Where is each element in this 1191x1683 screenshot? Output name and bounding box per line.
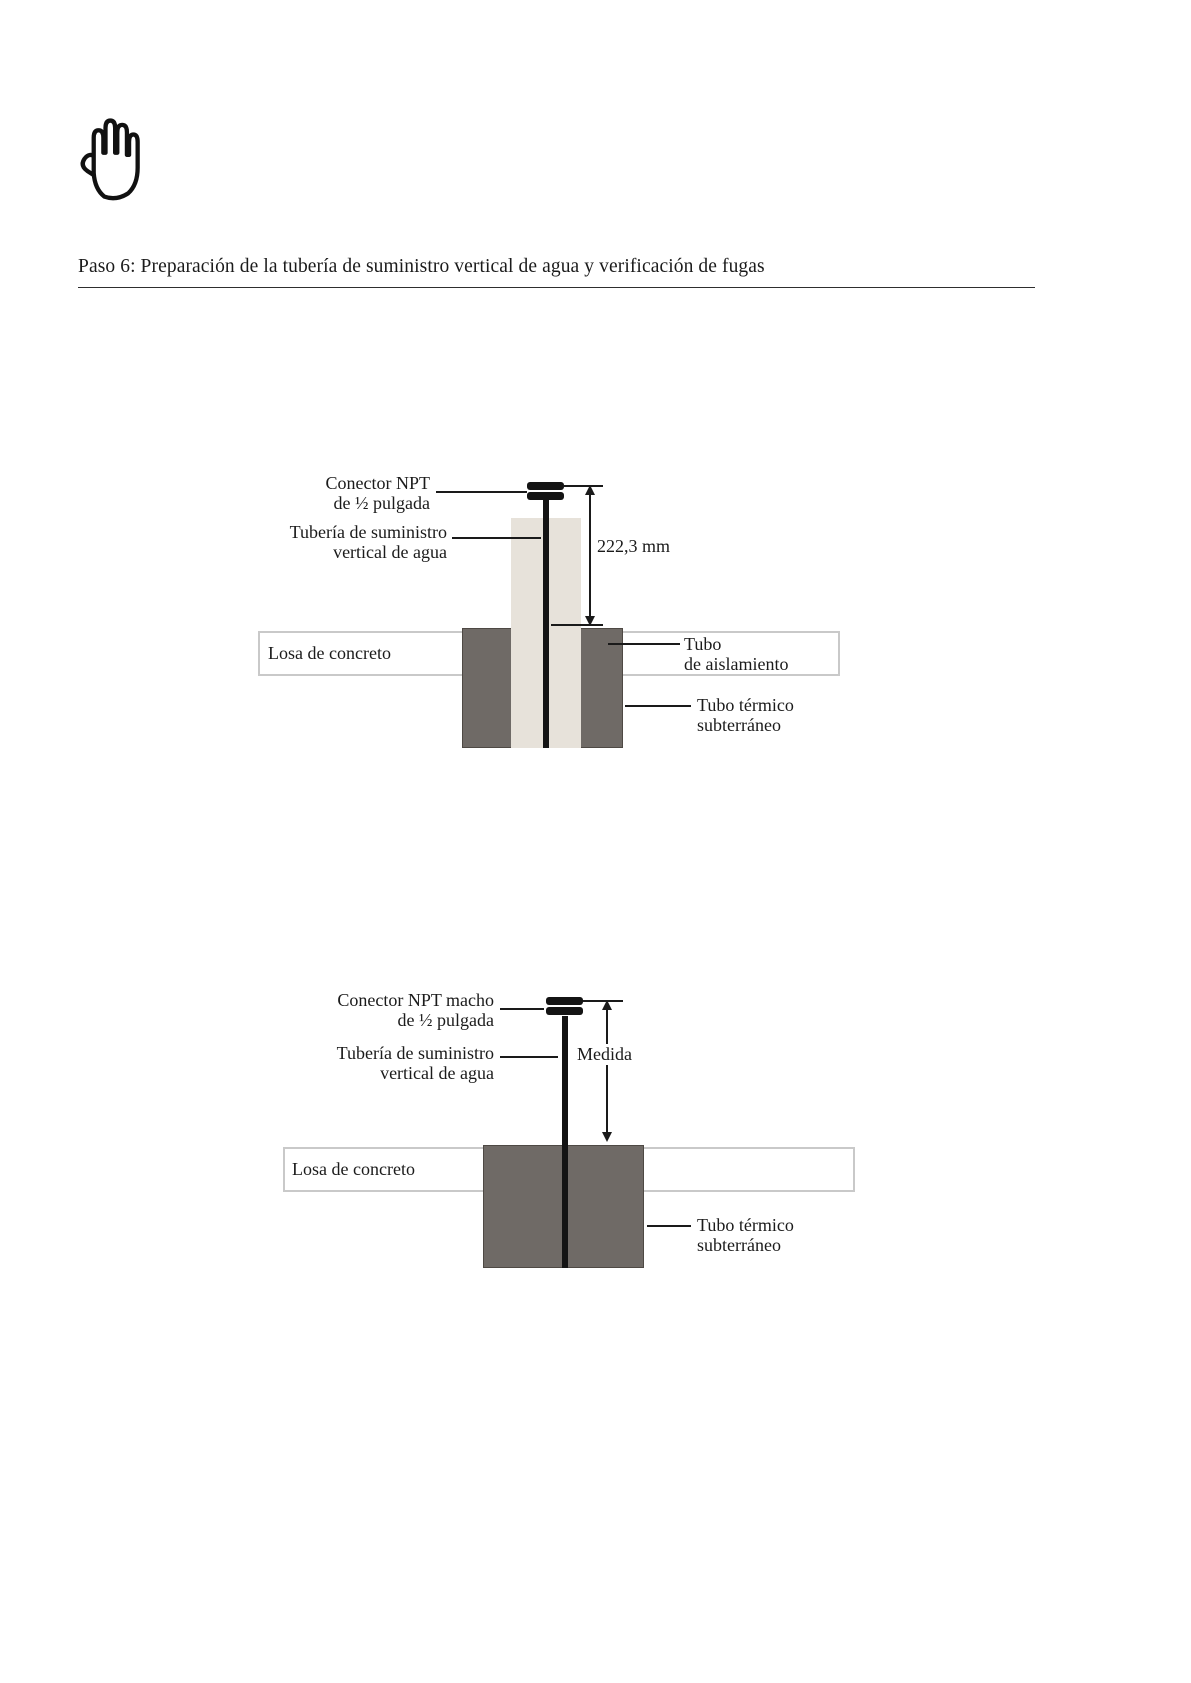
- riser-pipe: [543, 500, 549, 748]
- label-line: Tubo térmico: [697, 695, 794, 715]
- page-heading: Paso 6: Preparación de la tubería de suministro vertical de agua y verificación de fugas: [78, 256, 1035, 288]
- label-thermal-tube: [697, 695, 794, 735]
- slab-label-text: Losa de concreto: [268, 643, 391, 663]
- arrowhead-up-icon: [602, 1000, 612, 1010]
- leader-line: [608, 643, 680, 645]
- label-line: Tubo: [684, 634, 722, 654]
- label-line: subterráneo: [697, 1235, 781, 1255]
- connector-rib: [527, 482, 564, 490]
- leader-line: [500, 1008, 544, 1010]
- hand-palm-fingers: [94, 121, 138, 199]
- label-line: Conector NPT: [325, 473, 430, 493]
- arrowhead-down-icon: [585, 616, 595, 626]
- label-line: vertical de agua: [333, 542, 447, 562]
- npt-male-connector: [546, 997, 583, 1016]
- connector-rib: [527, 492, 564, 500]
- slab-label: [292, 1159, 415, 1179]
- arrowhead-up-icon: [585, 485, 595, 495]
- label-line: Tubería de suministro: [336, 1043, 494, 1063]
- label-npt-male-connector: [250, 990, 494, 1030]
- dimension-arrow-line: [589, 488, 591, 620]
- slab-label: [268, 643, 391, 663]
- raised-hand-icon: [80, 112, 146, 202]
- dimension-label: Medida: [574, 1044, 635, 1065]
- label-npt-connector: [210, 473, 430, 513]
- leader-line: [625, 705, 691, 707]
- npt-connector: [527, 482, 564, 501]
- label-riser-pipe: [250, 1043, 494, 1083]
- dimension-tick-top: [563, 485, 603, 487]
- label-line: Tubería de suministro: [289, 522, 447, 542]
- label-line: Tubo térmico: [697, 1215, 794, 1235]
- label-riser-pipe: [210, 522, 447, 562]
- label-line: de aislamiento: [684, 654, 789, 674]
- leader-line: [452, 537, 541, 539]
- dimension-label: 222,3 mm: [597, 536, 671, 556]
- dimension-arrow-line: [606, 1003, 608, 1133]
- label-line: de ½ pulgada: [333, 493, 430, 513]
- connector-rib: [546, 1007, 583, 1015]
- leader-line: [647, 1225, 691, 1227]
- label-line: subterráneo: [697, 715, 781, 735]
- label-insulation-tube: [684, 634, 788, 674]
- riser-pipe: [562, 1016, 568, 1268]
- leader-line: [500, 1056, 558, 1058]
- dimension-tick-bottom: [551, 624, 603, 626]
- label-line: Conector NPT macho: [337, 990, 494, 1010]
- slab-label-text: Losa de concreto: [292, 1159, 415, 1179]
- label-thermal-tube: [697, 1215, 794, 1255]
- connector-rib: [546, 997, 583, 1005]
- arrowhead-down-icon: [602, 1132, 612, 1142]
- leader-line: [436, 491, 527, 493]
- label-line: de ½ pulgada: [397, 1010, 494, 1030]
- label-line: vertical de agua: [380, 1063, 494, 1083]
